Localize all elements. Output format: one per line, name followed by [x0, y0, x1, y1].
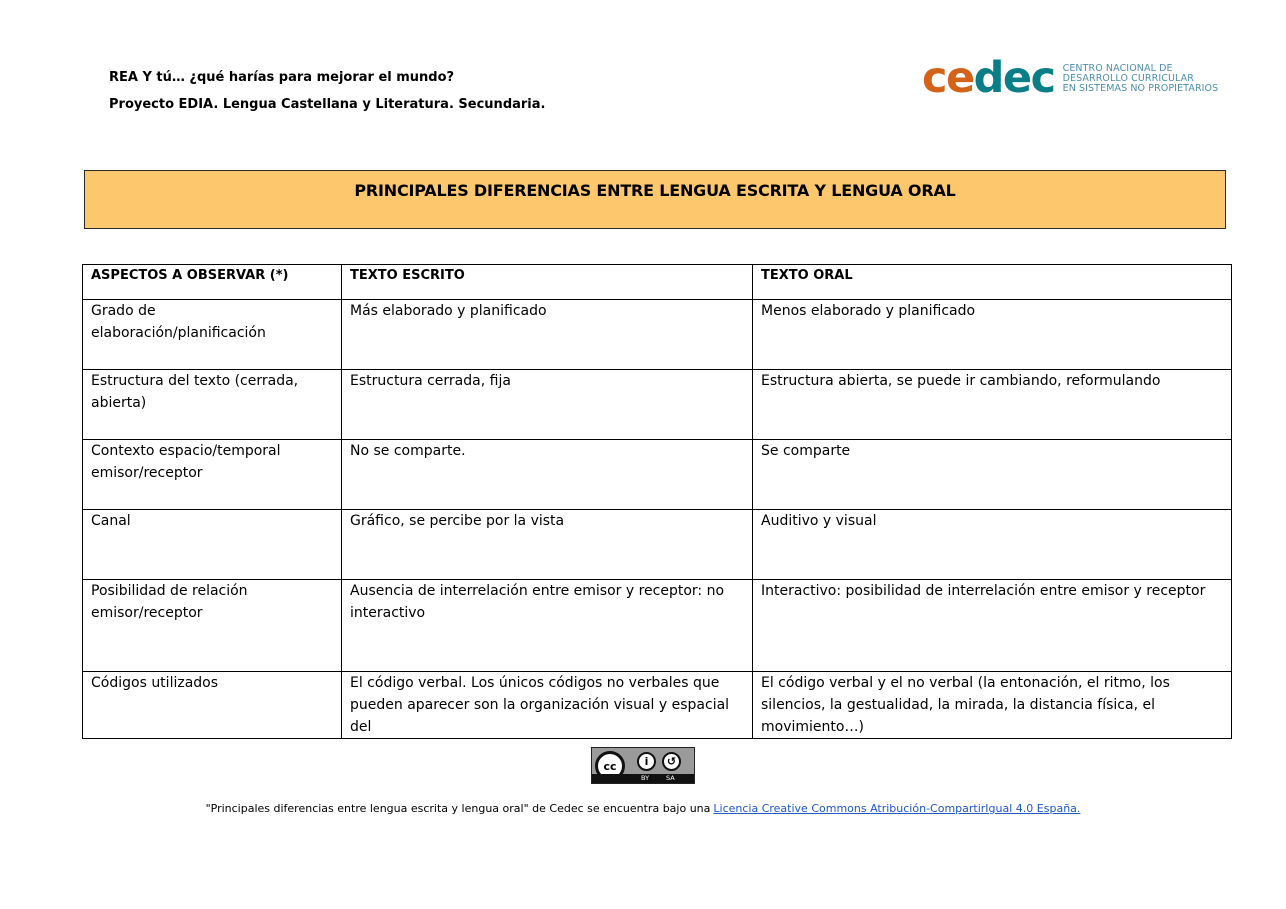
oral-cell: Interactivo: posibilidad de interrelación entre emisor y receptor	[753, 580, 1232, 672]
aspect-cell: Contexto espacio/temporal emisor/receptor	[83, 440, 342, 510]
header-line-1: REA Y tú… ¿qué harías para mejorar el mundo?	[109, 70, 455, 85]
table-row	[83, 580, 1232, 672]
license-link[interactable]: Licencia Creative Commons Atribución-CompartirIgual 4.0 España.	[713, 802, 1081, 815]
written-cell: No se comparte.	[342, 440, 753, 510]
logo-tag-line-3: EN SISTEMAS NO PROPIETARIOS	[1062, 83, 1219, 94]
table-row	[83, 672, 1232, 739]
written-cell	[342, 672, 753, 739]
oral-cell: El código verbal y el no verbal (la entonación, el ritmo, los silencios, la gestualidad, la mirada, la distancia física, el movimiento…)	[753, 672, 1232, 739]
comparison-table	[82, 264, 1232, 739]
table-row	[83, 300, 1232, 370]
written-cell: Estructura cerrada, fija	[342, 370, 753, 440]
table-row	[83, 510, 1232, 580]
sa-label: SA	[666, 774, 675, 782]
by-label: BY	[641, 774, 650, 782]
oral-cell: Auditivo y visual	[753, 510, 1232, 580]
written-cell: Más elaborado y planificado	[342, 300, 753, 370]
cedec-logo	[922, 55, 1218, 101]
aspect-cell: Grado de elaboración/planificación	[83, 300, 342, 370]
license-footer	[0, 802, 1286, 815]
share-alike-icon: ↺	[662, 752, 681, 771]
oral-cell: Estructura abierta, se puede ir cambiando, reformulando	[753, 370, 1232, 440]
title-banner	[84, 170, 1226, 229]
oral-cell: Se comparte	[753, 440, 1232, 510]
column-header-aspects: ASPECTOS A OBSERVAR (*)	[83, 265, 342, 300]
cc-icon: cc	[595, 751, 625, 781]
cedec-logo-tagline	[1063, 62, 1219, 94]
written-cell-text: El código verbal. Los únicos códigos no verbales que pueden aparecer son la organización visual y espacial del	[350, 675, 730, 735]
creative-commons-badge[interactable]	[591, 747, 695, 784]
table-header-row	[83, 265, 1232, 300]
aspect-cell: Códigos utilizados	[83, 672, 342, 739]
aspect-cell: Posibilidad de relación emisor/receptor	[83, 580, 342, 672]
table-row	[83, 370, 1232, 440]
logo-mark-part-1: ce	[922, 53, 974, 103]
logo-tag-line-1: CENTRO NACIONAL DE	[1062, 63, 1173, 74]
written-cell: Ausencia de interrelación entre emisor y receptor: no interactivo	[342, 580, 753, 672]
attribution-icon: i	[637, 752, 656, 771]
aspect-cell: Canal	[83, 510, 342, 580]
page-title: PRINCIPALES DIFERENCIAS ENTRE LENGUA ESCRITA Y LENGUA ORAL	[354, 181, 956, 200]
column-header-written: TEXTO ESCRITO	[342, 265, 753, 300]
license-text: "Principales diferencias entre lengua escrita y lengua oral" de Cedec se encuentra bajo una	[205, 802, 711, 815]
logo-tag-line-2: DESARROLLO CURRICULAR	[1062, 73, 1194, 84]
table-row	[83, 440, 1232, 510]
header-line-2: Proyecto EDIA. Lengua Castellana y Literatura. Secundaria.	[109, 97, 546, 112]
aspect-cell: Estructura del texto (cerrada, abierta)	[83, 370, 342, 440]
column-header-oral: TEXTO ORAL	[753, 265, 1232, 300]
cedec-logo-mark	[922, 55, 1055, 101]
oral-cell: Menos elaborado y planificado	[753, 300, 1232, 370]
logo-mark-part-2: dec	[973, 53, 1055, 103]
written-cell: Gráfico, se percibe por la vista	[342, 510, 753, 580]
document-header	[109, 64, 545, 118]
